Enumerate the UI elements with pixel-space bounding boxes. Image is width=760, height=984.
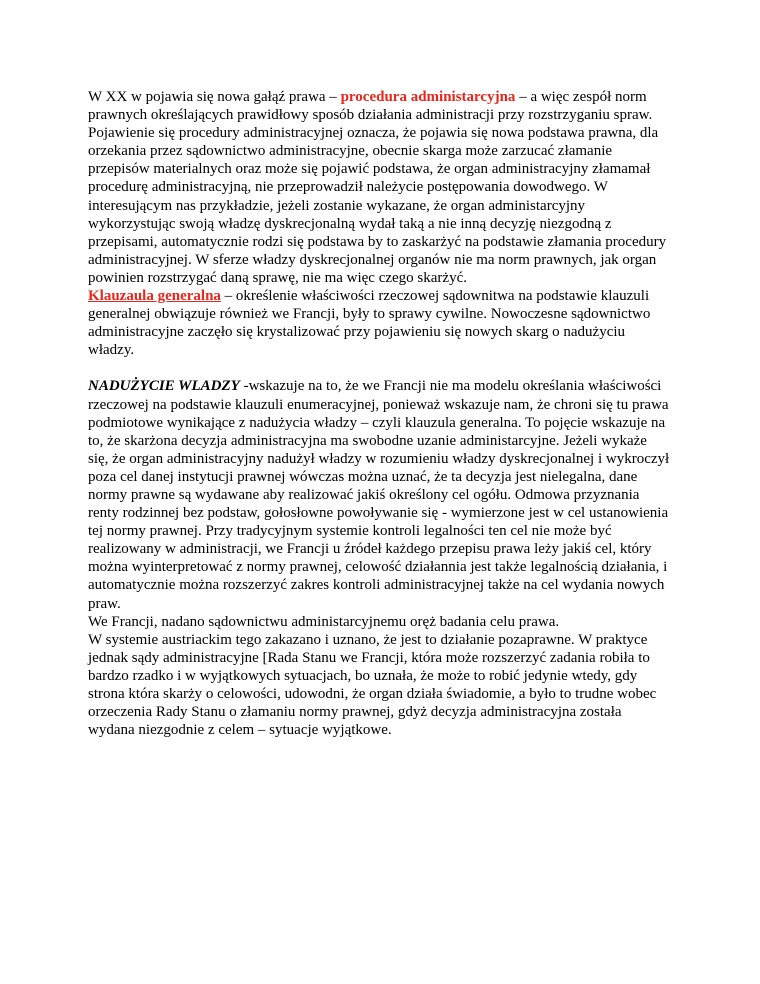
paragraph-procedura — [88, 88, 670, 287]
term-klauzula-generalna: Klauzaula generalna — [88, 288, 221, 305]
paragraph-naduzycie — [88, 377, 670, 612]
paragraph-austria: W systemie austriackim tego zakazano i uznano, że jest to działanie pozaprawne. W praktyce jednak sądy administracyjne [Rada Stanu we Francji, która może rozszerzyć zadania robiła to bardzo rzadko i w wyjątkowych sytuacjach, bo uznała, że może to robić jedynie wtedy, gdy strona która skarży o celowości, udowodni, że organ działa świadomie, a było to trudne wobec orzeczenia Rady Stanu o złamaniu normy prawnej, gdyż decyzja administracyjna została wydana niezgodnie z celem – sytuacje wyjątkowe. — [88, 631, 657, 739]
term-naduzycie-wladzy: NADUŻYCIE WLADZY — [88, 378, 240, 395]
document-page — [88, 88, 670, 739]
p1-text-after: – a więc zespół norm prawnych określających prawidłowy sposób działania administracji przy rozstrzyganiu spraw. Pojawienie się procedury administracyjnej oznacza, że pojawia się nowa podstawa prawna, dla orzekania przez sądownictwo administracyjne, obecnie skarga może zarzucać złamanie przepisów materialnych oraz może się pojawić podstawa, że organ administracyjny złamamał procedurę administracyjną, nie przeprowadził należycie postępowania dowodwego. W interesującym nas przykładzie, jeżeli zostanie wykazane, że organ administarcyjny wykorzystując swoją władzę dyskrecjonalną wydał taką a nie inną decyzję niezgodną z przepisami, automatycznie rodzi się podstawa by to zaskarżyć na podstawie złamania procedury administracyjnej. W sferze władzy dyskrecjonalnej organów nie ma norm prawnych, jak organ powinien rozstrzygać daną sprawę, nie ma więc czego skarżyć. — [88, 89, 667, 286]
paragraph-klauzula — [88, 287, 670, 359]
paragraph-francja: We Francji, nadano sądownictwu administarcyjnemu oręż badania celu prawa. — [88, 613, 560, 630]
paragraph-spacer — [88, 359, 670, 377]
p3-text-after: -wskazuje na to, że we Francji nie ma modelu określania właściwości rzeczowej na podstawie klauzuli enumeracyjnej, ponieważ wskazuje nam, że chroni się tu prawa podmiotowe wynikające z nadużycia władzy – czyli klauzula generalna. To pojęcie wskazuje na to, że skarżona decyzja administracyjna ma swobodne uzanie administarcyjne. Jeżeli wykaże się, że organ administracyjny nadużył władzy w rozumieniu władzy dyskrecjonalnej i wykroczył poza cel danej instytucji prawnej wówczas można uznać, że ta decyzja jest nielegalna, dane normy prawne są wydawane aby realizować jakiś określony cel ogółu. Odmowa przyznania renty rodzinnej bez podstaw, gołosłowne powoływanie się - wymierzone jest w cel ustanowienia tej normy prawnej. Przy tradycyjnym systemie kontroli legalności ten cel nie może być realizowany w administracji, we Francji u źródeł każdego przepisu prawa leży jakiś cel, który można wyinterpretować z normy prawnej, celowość działannia jest także legalnością działania, i automatycznie można rozszerzyć zakres kontroli administracyjnej także na cel wydania nowych praw. — [88, 378, 670, 612]
term-procedura-administracyjna: procedura administarcyjna — [340, 89, 516, 105]
p2-text-after: – określenie właściwości rzeczowej sądownitwa na podstawie klauzuli generalnej obwiązuje również we Francji, były to sprawy cywilne. Nowoczesne sądownictwo administracyjne zaczęło się krystalizować przy pojawieniu się nowych skarg o nadużyciu władzy. — [88, 288, 651, 359]
p1-text-before: W XX w pojawia się nowa gałąź prawa – — [88, 89, 341, 105]
